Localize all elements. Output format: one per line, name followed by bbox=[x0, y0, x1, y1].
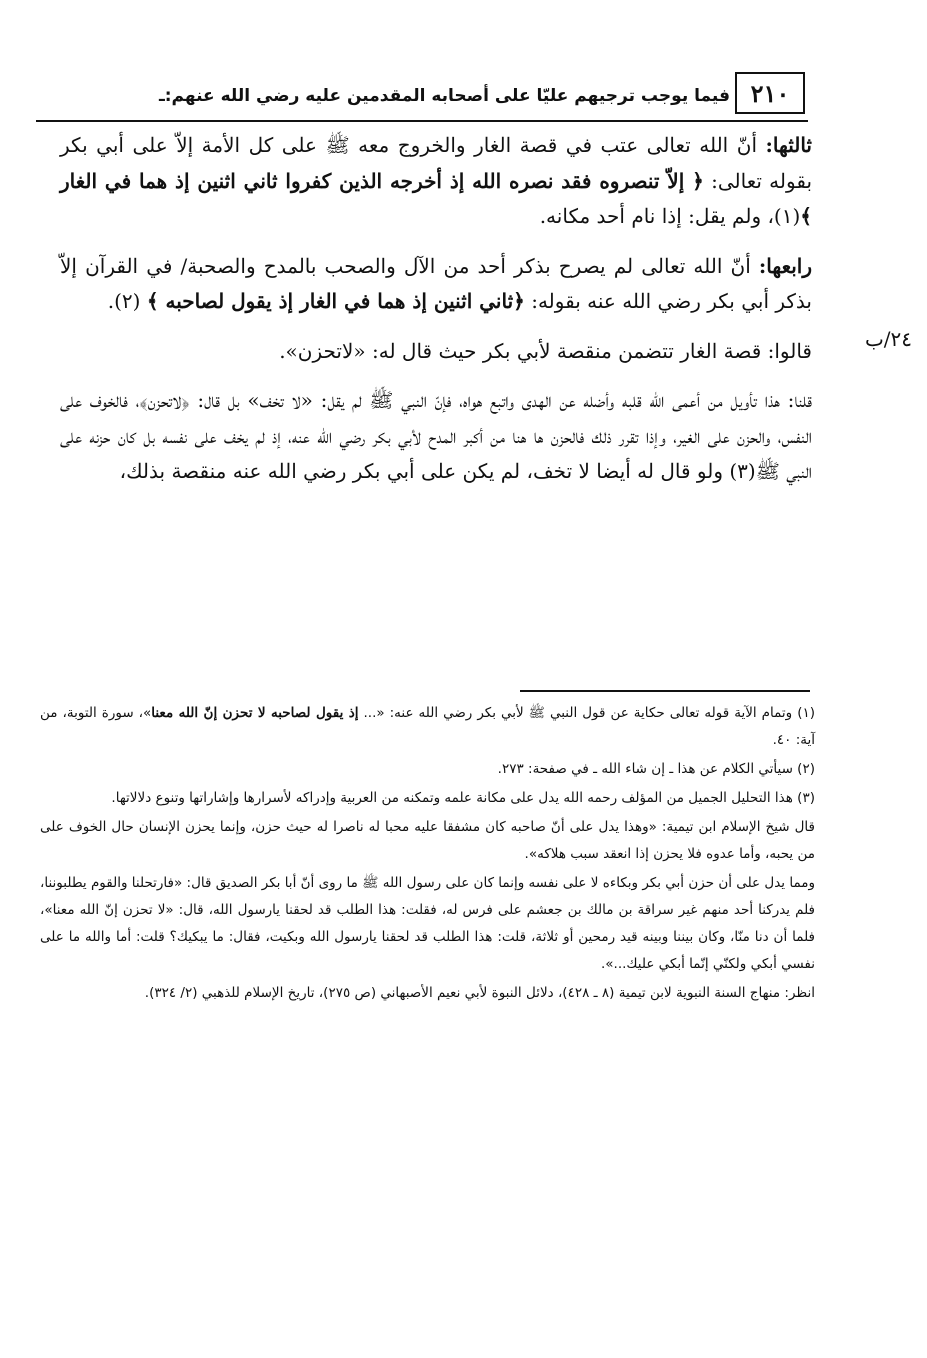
paragraph-objection: قالوا: قصة الغار تتضمن منقصة لأبي بكر حيث قال له: «لاتحزن». bbox=[279, 338, 812, 363]
paragraph-reply: قلنا: هذا تأويل من أعمى الله قلبه وأضله عن الهدى واتبع هواه، فإنّ النبي ﷺ لم يقل: «لا تخف» بل قال: ﴿لاتحزن﴾، فالخوف على النفس، والحزن على الغير، وإذا تقرر ذلك فالحزن ها هنا من أكبر المدح لأبي بكر رضي الله عنه، إذ لم يخف على نفسه بل كان حزنه على النبي ﷺ(٣) ولو قال له أيضا لا تخف، لم يكن على أبي بكر رضي الله عنه منقصة بذلك، bbox=[60, 388, 813, 483]
page-number bbox=[735, 72, 805, 114]
footnote-text: (١) وتمام الآية قوله تعالى حكاية عن قول النبي ﷺ لأبي بكر رضي الله عنه: «... bbox=[358, 705, 816, 721]
footnotes bbox=[40, 700, 815, 1009]
paragraph-fourth-reason bbox=[60, 249, 812, 320]
paragraph-third-reason bbox=[60, 128, 812, 235]
main-text bbox=[60, 128, 812, 504]
footnote-text: »، سورة التوبة، من آية: ٤٠. bbox=[40, 705, 815, 748]
quran-verse: ﴿ إلاّ تنصروه فقد نصره الله إذ أخرجه الذين كفروا ثاني اثنين إذ هما في الغار ﴾ bbox=[60, 168, 812, 228]
footnote-3: (٣) هذا التحليل الجميل من المؤلف رحمه الله يدل على مكانة علمه وتمكنه من العربية وإدراكه لأسرارها وإشاراتها وتنوع دلالاتها. bbox=[111, 790, 815, 806]
paragraph-lead: ثالثها: bbox=[765, 133, 812, 157]
header-rule bbox=[36, 120, 808, 122]
footnote-3-references: انظر: منهاج السنة النبوية لابن تيمية (٨ ـ ٤٢٨)، دلائل النبوة لأبي نعيم الأصبهاني (ص ٢٧٥)، تاريخ الإسلام للذهبي (٢/ ٣٢٤). bbox=[144, 985, 815, 1001]
manuscript-folio-note: ٢٤/ب bbox=[864, 327, 912, 351]
paragraph-text: أنّ الله تعالى لم يصرح بذكر أحد من الآل والصحب بالمدح والصحبة/ في القرآن إلاّ بذكر أبي بكر رضي الله عنه بقوله: bbox=[60, 253, 812, 313]
footnote-rule bbox=[520, 690, 810, 692]
quran-verse: إذ يقول لصاحبه لا تحزن إنّ الله معنا bbox=[151, 705, 359, 721]
footnote-3-hadith: ومما يدل على أن حزن أبي بكر وبكاءه لا على نفسه وإنما كان على رسول الله ﷺ ما روى أنّ أبا بكر الصديق قال: «فارتحلنا والقوم يطلبوننا، فلم يدركنا أحد منهم غير سراقة بن مالك بن جعشم على فرس له، فقلت: هذا الطلب قد لحقنا يارسول الله، قال: «لا تحزن إنّ الله معنا»، فلما أن دنا منّا، وكان بيننا وبينه قيد رمحين أو ثلاثة، قلت: هذا الطلب قد لحقنا يارسول الله وبكيت، فقال: ما يبكيك؟ قلت: أما والله ما على نفسي أبكي ولكنّي إنّما أبكي عليك...». bbox=[40, 875, 815, 972]
quran-verse: ﴿ثاني اثنين إذ هما في الغار إذ يقول لصاحبه ﴾ bbox=[146, 289, 525, 313]
page-number-text: ٢١٠ bbox=[750, 78, 790, 108]
paragraph-text: (١)، ولم يقل: إذا نام أحد مكانه. bbox=[539, 204, 801, 228]
paragraph-text: (٢). bbox=[107, 289, 147, 313]
footnote-2: (٢) سيأتي الكلام عن هذا ـ إن شاء الله ـ في صفحة: ٢٧٣. bbox=[497, 761, 815, 777]
running-header: فيما يوجب ترجيهم عليّا على أصحابه المقدمين عليه رضي الله عنهم:ـ bbox=[158, 86, 730, 106]
paragraph-lead: رابعها: bbox=[758, 253, 812, 278]
paragraph-text: أنّ الله تعالى عتب في قصة الغار والخروج معه ﷺ على كل الأمة إلاّ على أبي بكر بقوله تعالى: bbox=[60, 133, 813, 193]
footnote-3-quote: قال شيخ الإسلام ابن تيمية: «وهذا يدل على أنّ صاحبه كان مشفقا عليه محبا له ناصرا له حيث حزن، وإنما يحزن الإنسان حال الخوف على من يحبه، وأما عدوه فلا يحزن إذا انعقد سبب هلاكه». bbox=[40, 819, 815, 862]
footnote-1 bbox=[40, 700, 815, 754]
